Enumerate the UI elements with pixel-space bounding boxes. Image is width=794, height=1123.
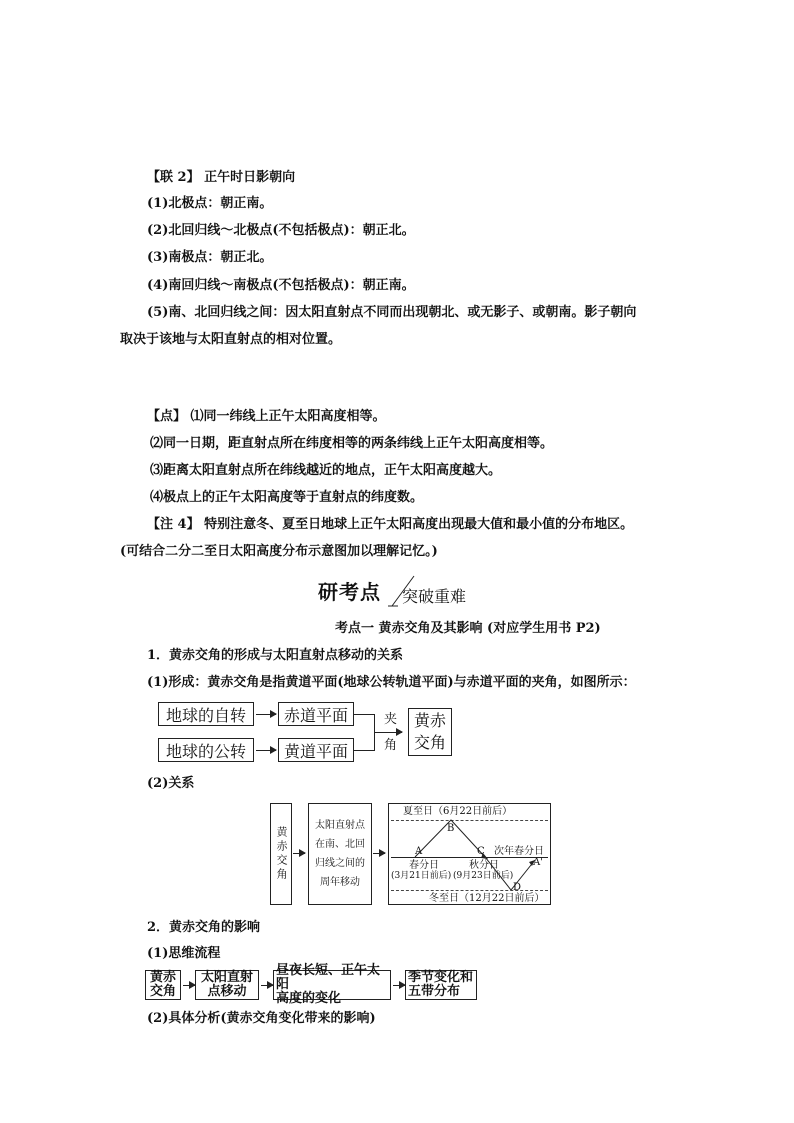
formation-diagram [158, 700, 458, 764]
section-banner [318, 574, 478, 610]
banner-left: 研考点 [318, 580, 381, 604]
note4-line-2: (可结合二分二至日太阳高度分布示意图加以理解记忆。) [120, 544, 438, 559]
arrow-result [374, 732, 402, 733]
s1-formation: (1)形成：黄赤交角是指黄道平面(地球公转轨道平面)与赤道平面的夹角，如图所示： [147, 675, 636, 690]
flow-step-day-length: 昼夜长短、正午太阳 高度的变化 [273, 970, 391, 1000]
obliquity-side-box: 黄赤交角 [270, 803, 292, 905]
result-box: 黄赤 交角 [408, 708, 452, 756]
spring-equinox-label: 春分日 [409, 860, 439, 871]
flow-arrow-1 [183, 985, 195, 986]
arrow-to-chart [373, 853, 385, 854]
spring-date-label: (3月21日前后) [391, 871, 452, 881]
flow-step-direct-point: 太阳直射 点移动 [195, 970, 259, 1000]
angle-char-2: 角 [384, 738, 398, 753]
solar-path-chart [388, 803, 551, 905]
s2-flow-title: (1)思维流程 [147, 946, 221, 961]
rotation-box: 地球的自转 [158, 702, 254, 726]
ecliptic-box: 黄道平面 [278, 738, 354, 762]
autumn-equinox-label: 秋分日 [469, 860, 499, 871]
arrow-rotation [256, 714, 276, 715]
bracket-top [354, 714, 374, 715]
arrow-to-motion [293, 853, 305, 854]
flow-arrow-3 [393, 985, 405, 986]
note2-title: 【联 2】 正午时日影朝向 [147, 170, 296, 185]
note2-item-5: (5)南、北回归线之间：因太阳直射点不同而出现朝北、或无影子、或朝南。影子朝向 [147, 305, 637, 320]
motion-box: 太阳直射点 在南、北回 归线之间的 周年移动 [308, 803, 372, 905]
note2-item-3: (3)南极点：朝正北。 [147, 250, 273, 265]
note2-item-2: (2)北回归线～北极点(不包括极点)：朝正北。 [147, 223, 415, 238]
flow-step-seasons: 季节变化和 五带分布 [405, 970, 477, 1000]
point-d: D [513, 882, 522, 893]
relation-diagram [270, 801, 555, 909]
point-b: B [447, 823, 455, 834]
note2-item-5-cont: 取决于该地与太阳直射点的相对位置。 [120, 332, 342, 347]
point-item-3: ⑶距离太阳直射点所在纬线越近的地点，正午太阳高度越大。 [150, 463, 502, 478]
s1-relation: (2)关系 [147, 776, 195, 791]
point-c: C [477, 846, 485, 857]
point-item-1: 【点】 ⑴同一纬线上正午太阳高度相等。 [147, 409, 386, 424]
point-a: A [415, 846, 423, 857]
next-spring-label: 次年春分日 [494, 846, 544, 857]
note2-item-1: (1)北极点：朝正南。 [147, 196, 273, 211]
angle-char-1: 夹 [384, 712, 398, 727]
s2-title: 2．黄赤交角的影响 [147, 920, 261, 935]
effect-flow [145, 963, 480, 1006]
point-a-prime: A' [533, 857, 543, 868]
summer-solstice-label: 夏至日（6月22日前后） [403, 806, 513, 817]
flow-step-obliquity: 黄赤 交角 [145, 970, 181, 1000]
topic-heading: 考点一 黄赤交角及其影响 (对应学生用书 P2) [335, 621, 601, 636]
point-item-2: ⑵同一日期，距直射点所在纬度相等的两条纬线上正午太阳高度相等。 [150, 436, 554, 451]
arrow-revolution [256, 750, 276, 751]
s1-title: 1．黄赤交角的形成与太阳直射点移动的关系 [147, 648, 404, 663]
banner-right: 突破重难 [402, 587, 467, 606]
note2-item-4: (4)南回归线～南极点(不包括极点)：朝正南。 [147, 278, 415, 293]
s2-analysis: (2)具体分析(黄赤交角变化带来的影响) [147, 1011, 376, 1026]
bracket-bottom [354, 750, 374, 751]
point-item-4: ⑷极点上的正午太阳高度等于直射点的纬度数。 [150, 490, 424, 505]
revolution-box: 地球的公转 [158, 738, 254, 762]
equator-box: 赤道平面 [278, 702, 354, 726]
winter-solstice-label: 冬至日（12月22日前后） [429, 893, 545, 904]
flow-arrow-2 [261, 985, 273, 986]
note4-line-1: 【注 4】 特别注意冬、夏至日地球上正午太阳高度出现最大值和最小值的分布地区。 [147, 517, 634, 532]
autumn-date-label: (9月23日前后) [453, 871, 514, 881]
